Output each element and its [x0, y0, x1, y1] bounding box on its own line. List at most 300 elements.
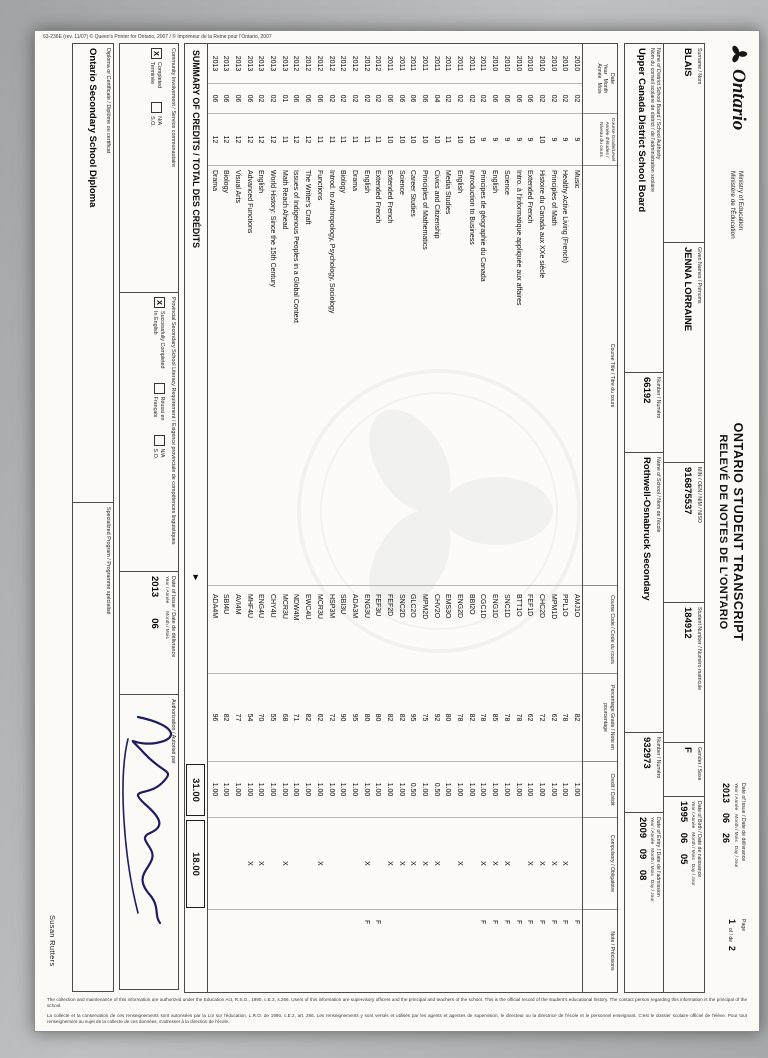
cell-percentage-grade: 70 — [255, 674, 267, 762]
cell-percentage-grade: 72 — [535, 674, 547, 762]
cell-percentage-grade: 82 — [220, 674, 232, 762]
cell-compulsory — [208, 818, 220, 910]
footer-row-b — [72, 43, 114, 993]
cell-compulsory: X — [547, 818, 559, 910]
cell-percentage-grade: 85 — [489, 674, 501, 762]
cell-course-title: Functions — [313, 166, 325, 586]
table-row — [418, 44, 430, 992]
cell-course-title: Visual Arts — [231, 166, 243, 586]
date-of-entry-sublabel: Year / Année Month / Mois Day / Jour — [648, 817, 654, 902]
cell-month: 01 — [278, 84, 290, 114]
ontario-wordmark: Ontario — [728, 69, 749, 131]
cell-month: 02 — [547, 84, 559, 114]
cell-compulsory: X — [407, 818, 419, 910]
document-title — [717, 281, 749, 783]
date-of-issue-box — [119, 571, 179, 695]
oen-field — [663, 463, 705, 603]
cell-credit: 1.00 — [360, 762, 372, 818]
date-of-birth-field — [663, 797, 705, 993]
cell-compulsory — [372, 818, 384, 910]
cell-course-title: Extended French — [372, 166, 384, 586]
given-names-value: JENNA LORRAINE — [681, 247, 693, 332]
page-number: 1 — [727, 919, 738, 925]
footer-row-a — [119, 43, 179, 993]
cell-grade-level: 10 — [407, 114, 419, 166]
summary-label: SUMMARY OF CREDITS / TOTAL DES CRÉDITS ► — [191, 50, 201, 582]
cell-course-code: FEF3U — [372, 586, 384, 674]
student-number-field — [663, 603, 705, 743]
cell-note: F — [491, 920, 499, 925]
date-of-issue-header — [722, 783, 750, 911]
cell-percentage-grade: 82 — [383, 674, 395, 762]
cell-percentage-grade: 78 — [512, 674, 524, 762]
cell-percentage-grade: 62 — [524, 674, 536, 762]
cell-course-code: ENG4U — [255, 586, 267, 674]
cell-course-title: English — [489, 166, 501, 586]
cell-compulsory — [231, 818, 243, 910]
cell-month: 06 — [489, 84, 501, 114]
cell-grade-level: 11 — [325, 114, 337, 166]
cell-grade-level: 9 — [570, 114, 582, 166]
cell-year: 2012 — [290, 44, 302, 84]
cell-course-title: Advanced Functions — [243, 166, 255, 586]
cell-percentage-grade: 96 — [208, 674, 220, 762]
table-row — [489, 44, 501, 992]
cell-course-code: AMJ1O — [570, 586, 582, 674]
cell-credit: 1.00 — [500, 762, 512, 818]
cell-course-title: Issues of Indigenous Peoples in a Global Context — [290, 166, 302, 586]
cell-compulsory — [442, 818, 454, 910]
footer-issue-sublabel: Year / Année Month / Mois — [163, 576, 169, 639]
table-row — [290, 44, 302, 992]
cell-grade-level: 11 — [278, 114, 290, 166]
cell-course-title: Science — [500, 166, 512, 586]
table-row — [348, 44, 360, 992]
cell-credit: 1.00 — [231, 762, 243, 818]
cell-credit: 1.00 — [489, 762, 501, 818]
cell-compulsory — [290, 818, 302, 910]
cell-month: 06 — [512, 84, 524, 114]
cell-percentage-grade: 54 — [243, 674, 255, 762]
cell-note — [465, 910, 477, 992]
cell-note — [395, 910, 407, 992]
cell-percentage-grade: 62 — [313, 674, 325, 762]
cell-credit: 1.00 — [535, 762, 547, 818]
cell-compulsory — [302, 818, 314, 910]
cell-compulsory: X — [278, 818, 290, 910]
cell-month: 02 — [477, 84, 489, 114]
cell-year: 2010 — [489, 44, 501, 84]
literacy-na-label: N/A S.O. — [152, 448, 165, 460]
literacy-requirement-label: Provincial Secondary School Literacy Requirement / Exigence provinciale de compétences linguistiques — [170, 297, 176, 545]
credit-total: 31.00 — [187, 764, 206, 816]
cell-month: 06 — [243, 84, 255, 114]
school-number-value: 932973 — [640, 737, 652, 769]
cell-credit: 0.50 — [430, 762, 442, 818]
student-number-label: Student Number / Numéro matricule — [696, 607, 702, 691]
cell-month: 02 — [535, 84, 547, 114]
cell-credit: 1.00 — [243, 762, 255, 818]
literacy-completed-label: Successfully Completed In English — [152, 311, 165, 369]
cell-year: 2010 — [559, 44, 571, 84]
cell-month: 02 — [559, 84, 571, 114]
cell-compulsory — [220, 818, 232, 910]
cell-course-title: Extended French — [383, 166, 395, 586]
cell-credit: 1.00 — [337, 762, 349, 818]
page-of-label: of / de — [727, 928, 734, 942]
cell-compulsory: X — [489, 818, 501, 910]
form-number: 63-236E (rev. 11/07) © Queen's Printer for Ontario, 2007 / © Imprimeur de la Reine pour l'Ontario, 2007 — [43, 34, 272, 40]
cell-course-title: Principles of Mathematics — [418, 166, 430, 586]
cell-grade-level: 10 — [418, 114, 430, 166]
table-row — [465, 44, 477, 992]
table-row — [337, 44, 349, 992]
table-row — [302, 44, 314, 992]
cell-year: 2012 — [360, 44, 372, 84]
cell-year: 2013 — [208, 44, 220, 84]
table-row — [360, 44, 372, 992]
cell-course-code: CHV2O — [430, 586, 442, 674]
literacy-na-checkbox — [154, 435, 165, 446]
cell-note: F — [537, 920, 545, 925]
cell-credit: 1.00 — [255, 762, 267, 818]
cell-compulsory: X — [360, 818, 372, 910]
cell-compulsory: X — [524, 818, 536, 910]
cell-year: 2010 — [524, 44, 536, 84]
cell-percentage-grade: 80 — [360, 674, 372, 762]
given-names-field — [663, 243, 705, 463]
cell-grade-level: 9 — [547, 114, 559, 166]
cell-course-code: NDW4M — [290, 586, 302, 674]
cell-course-title: Extended French — [524, 166, 536, 586]
cell-note: F — [374, 920, 382, 925]
cell-credit: 1.00 — [418, 762, 430, 818]
student-number-value: 184912 — [681, 607, 693, 639]
cell-credit: 1.00 — [372, 762, 384, 818]
cell-year: 2011 — [477, 44, 489, 84]
cell-percentage-grade: 82 — [465, 674, 477, 762]
header-credit: Credit / Crédit — [583, 762, 617, 818]
cell-month: 06 — [220, 84, 232, 114]
cell-percentage-grade: 80 — [372, 674, 384, 762]
cell-grade-level: 11 — [313, 114, 325, 166]
cell-credit: 1.00 — [290, 762, 302, 818]
literacy-requirement-box — [119, 292, 179, 572]
cell-course-code: SBI3U — [337, 586, 349, 674]
cell-note: F — [549, 920, 557, 925]
cell-credit: 1.00 — [395, 762, 407, 818]
table-row — [407, 44, 419, 992]
specialized-program-label: Specialized Program / Programme spécialisé — [105, 507, 111, 615]
oen-value: 916875537 — [681, 467, 693, 515]
cell-percentage-grade: 72 — [325, 674, 337, 762]
diploma-box — [72, 43, 114, 503]
cell-grade-level: 12 — [220, 114, 232, 166]
board-number-label: Number / Numéro — [655, 377, 661, 419]
community-na-checkbox — [151, 102, 162, 113]
compulsory-total: 18.00 — [187, 820, 206, 908]
cell-course-title: World History: Since the 15th Century — [266, 166, 278, 586]
page-label: Page — [740, 919, 746, 932]
cell-grade-level: 11 — [360, 114, 372, 166]
cell-course-code: EMS3O — [442, 586, 454, 674]
date-of-birth-value: 1995 06 05 — [677, 801, 689, 865]
cell-grade-level: 12 — [302, 114, 314, 166]
cell-month: 06 — [395, 84, 407, 114]
footer-issue-label: Date of Issue / Date de délivrance — [170, 576, 176, 658]
cell-note — [407, 910, 419, 992]
cell-course-code: ENG2D — [453, 586, 465, 674]
cell-month: 06 — [500, 84, 512, 114]
cell-compulsory — [570, 818, 582, 910]
date-of-issue-label: Date of Issue / Date de délivrance — [740, 783, 746, 862]
table-row — [383, 44, 395, 992]
date-of-birth-sublabel: Year / Année Month / Mois Day / Jour — [689, 801, 695, 886]
cell-note: F — [362, 920, 370, 925]
cell-month: 06 — [407, 84, 419, 114]
signature-icon — [116, 709, 190, 949]
literacy-completed-option — [152, 297, 164, 369]
cell-note — [255, 910, 267, 992]
cell-year: 2011 — [383, 44, 395, 84]
board-number-field — [624, 373, 664, 453]
community-involvement-label: Community Involvement / Service communautaire — [170, 48, 176, 167]
cell-month: 02 — [337, 84, 349, 114]
header-course-code: Course Code / Code du cours — [583, 586, 617, 674]
cell-note: F — [479, 920, 487, 925]
table-row — [453, 44, 465, 992]
literacy-completed-checkbox: X — [154, 297, 165, 308]
cell-month: 02 — [266, 84, 278, 114]
cell-credit: 1.00 — [220, 762, 232, 818]
ontario-logo — [727, 43, 749, 171]
cell-year: 2012 — [325, 44, 337, 84]
table-row — [395, 44, 407, 992]
literacy-french-checkbox — [154, 383, 165, 394]
form-header — [705, 43, 749, 993]
header-grade-level: Course Grade/Level Année d'études / Niveau du cours — [583, 114, 617, 166]
cell-grade-level: 9 — [500, 114, 512, 166]
cell-compulsory — [266, 818, 278, 910]
table-row — [524, 44, 536, 992]
header-course-title: Course Title / Titre du cours — [583, 166, 617, 586]
table-row — [559, 44, 571, 992]
date-of-entry-value: 2009 09 08 — [636, 817, 648, 881]
cell-compulsory: X — [535, 818, 547, 910]
cell-course-code: MCR3U — [313, 586, 325, 674]
cell-year: 2013 — [220, 44, 232, 84]
table-row — [535, 44, 547, 992]
cell-percentage-grade: 62 — [547, 674, 559, 762]
cell-credit: 1.00 — [512, 762, 524, 818]
school-number-label: Number / Numéro — [655, 737, 661, 779]
cell-note — [337, 910, 349, 992]
cell-year: 2013 — [278, 44, 290, 84]
cell-course-code: ENG3U — [360, 586, 372, 674]
trillium-icon — [727, 43, 749, 65]
cell-month: 02 — [570, 84, 582, 114]
document-title-fr: RELEVÉ DE NOTES DE L'ONTARIO — [717, 434, 729, 630]
cell-note: F — [514, 920, 522, 925]
cell-grade-level: 11 — [372, 114, 384, 166]
table-row — [547, 44, 559, 992]
cell-year: 2010 — [500, 44, 512, 84]
course-table-body — [208, 44, 582, 992]
cell-credit: 1.00 — [313, 762, 325, 818]
authorization-label: Authorization / Autorisé par — [170, 699, 176, 764]
cell-year: 2011 — [442, 44, 454, 84]
cell-course-title: Histoire du Canada aux XXe siècle — [535, 166, 547, 586]
cell-year: 2013 — [243, 44, 255, 84]
cell-percentage-grade: 78 — [453, 674, 465, 762]
ministry-name — [727, 171, 749, 281]
community-na-label: N/A S.O. — [149, 116, 162, 127]
cell-year: 2010 — [535, 44, 547, 84]
cell-credit: 1.00 — [383, 762, 395, 818]
cell-grade-level: 11 — [442, 114, 454, 166]
given-names-label: Given Names / Prénoms — [696, 247, 702, 304]
table-row — [231, 44, 243, 992]
board-label-en: Name of District School Board / School Authority — [655, 48, 661, 160]
cell-month: 02 — [453, 84, 465, 114]
board-value: Upper Canada District School Board — [635, 48, 647, 213]
cell-note — [220, 910, 232, 992]
cell-note — [442, 910, 454, 992]
course-table-header — [582, 44, 617, 992]
table-row — [512, 44, 524, 992]
cell-note — [231, 910, 243, 992]
cell-compulsory: X — [430, 818, 442, 910]
cell-course-code: BBI2O — [465, 586, 477, 674]
cell-grade-level: 12 — [290, 114, 302, 166]
cell-year: 2011 — [465, 44, 477, 84]
header-date: Date Year Month Année Mois — [583, 44, 617, 114]
cell-course-title: Drama — [208, 166, 220, 586]
cell-note — [243, 910, 255, 992]
board-number-value: 66192 — [640, 377, 652, 404]
table-row — [570, 44, 582, 992]
cell-note — [266, 910, 278, 992]
cell-grade-level: 10 — [535, 114, 547, 166]
cell-note — [383, 910, 395, 992]
community-completed-option — [149, 48, 161, 88]
cell-compulsory: X — [453, 818, 465, 910]
cell-compulsory: X — [243, 818, 255, 910]
date-of-entry-label: Date of Entry / Date de l'admission — [655, 817, 661, 897]
cell-compulsory: X — [255, 818, 267, 910]
cell-grade-level: 10 — [383, 114, 395, 166]
authorization-box — [119, 694, 179, 990]
cell-year: 2011 — [395, 44, 407, 84]
cell-course-title: Biology — [337, 166, 349, 586]
cell-course-title: English — [255, 166, 267, 586]
cell-course-title: Media Studies — [442, 166, 454, 586]
cell-grade-level: 10 — [465, 114, 477, 166]
cell-note: F — [502, 920, 510, 925]
summary-arrow-icon: ► — [191, 573, 201, 582]
cell-course-title: Science — [395, 166, 407, 586]
cell-percentage-grade: 82 — [302, 674, 314, 762]
cell-course-code: HSP3M — [325, 586, 337, 674]
cell-course-code: FEF2D — [383, 586, 395, 674]
page-total: 2 — [727, 945, 738, 951]
cell-month: 06 — [418, 84, 430, 114]
cell-grade-level: 12 — [255, 114, 267, 166]
cell-course-title: Intro. à l'informatique appliquée aux affaires — [512, 166, 524, 586]
cell-note: F — [573, 920, 580, 925]
page-indicator — [728, 911, 750, 993]
school-name-value: Rothwell-Osnabruck Secondary — [640, 457, 652, 601]
cell-month: 02 — [325, 84, 337, 114]
cell-course-code: GLC2O — [407, 586, 419, 674]
cell-compulsory: X — [418, 818, 430, 910]
cell-compulsory: X — [477, 818, 489, 910]
cell-percentage-grade: 78 — [559, 674, 571, 762]
cell-year: 2010 — [570, 44, 582, 84]
school-name-field — [624, 453, 664, 733]
table-row — [500, 44, 512, 992]
diploma-label: Diploma or Certificate / Diplôme ou certificat — [105, 48, 111, 154]
cell-note — [325, 910, 337, 992]
cell-credit: 1.00 — [302, 762, 314, 818]
cell-note: F — [561, 920, 569, 925]
cell-course-code: FEF1D — [524, 586, 536, 674]
cell-course-code: PPL1O — [559, 586, 571, 674]
date-of-birth-label: Date of Birth / Date de naissance — [696, 801, 702, 878]
student-identity-row — [663, 43, 705, 993]
cell-percentage-grade: 82 — [395, 674, 407, 762]
cell-month: 06 — [208, 84, 220, 114]
table-row — [278, 44, 290, 992]
table-row — [208, 44, 220, 992]
cell-course-title: English — [360, 166, 372, 586]
ministry-name-fr: Ministère de l'Éducation — [728, 171, 736, 239]
cell-grade-level: 9 — [477, 114, 489, 166]
cell-course-code: MCR3U — [278, 586, 290, 674]
cell-grade-level: 11 — [348, 114, 360, 166]
cell-month: 06 — [524, 84, 536, 114]
cell-course-code: MPM1D — [547, 586, 559, 674]
cell-month: 02 — [442, 84, 454, 114]
cell-month: 02 — [255, 84, 267, 114]
cell-percentage-grade: 80 — [442, 674, 454, 762]
transcript-paper — [34, 30, 760, 1032]
date-of-issue-value: 2013 06 26 — [721, 783, 732, 844]
cell-month: 06 — [313, 84, 325, 114]
cell-grade-level: 12 — [266, 114, 278, 166]
cell-compulsory: X — [313, 818, 325, 910]
cell-grade-level: 12 — [231, 114, 243, 166]
cell-percentage-grade: 95 — [407, 674, 419, 762]
surname-value: BLAIS — [681, 48, 693, 77]
cell-year: 2012 — [372, 44, 384, 84]
date-of-entry-field — [624, 813, 664, 993]
cell-course-code: ADA4M — [208, 586, 220, 674]
cell-year: 2011 — [430, 44, 442, 84]
table-row — [220, 44, 232, 992]
cell-compulsory: X — [500, 818, 512, 910]
cell-note — [208, 910, 220, 992]
cell-course-title: The Writer's Craft — [302, 166, 314, 586]
signatory-name: Susan Rutters — [48, 915, 57, 967]
cell-course-title: Drama — [348, 166, 360, 586]
cell-month: 06 — [231, 84, 243, 114]
cell-credit: 0.50 — [407, 762, 419, 818]
cell-year: 2012 — [337, 44, 349, 84]
surname-field — [663, 43, 705, 243]
cell-compulsory — [348, 818, 360, 910]
table-row — [325, 44, 337, 992]
